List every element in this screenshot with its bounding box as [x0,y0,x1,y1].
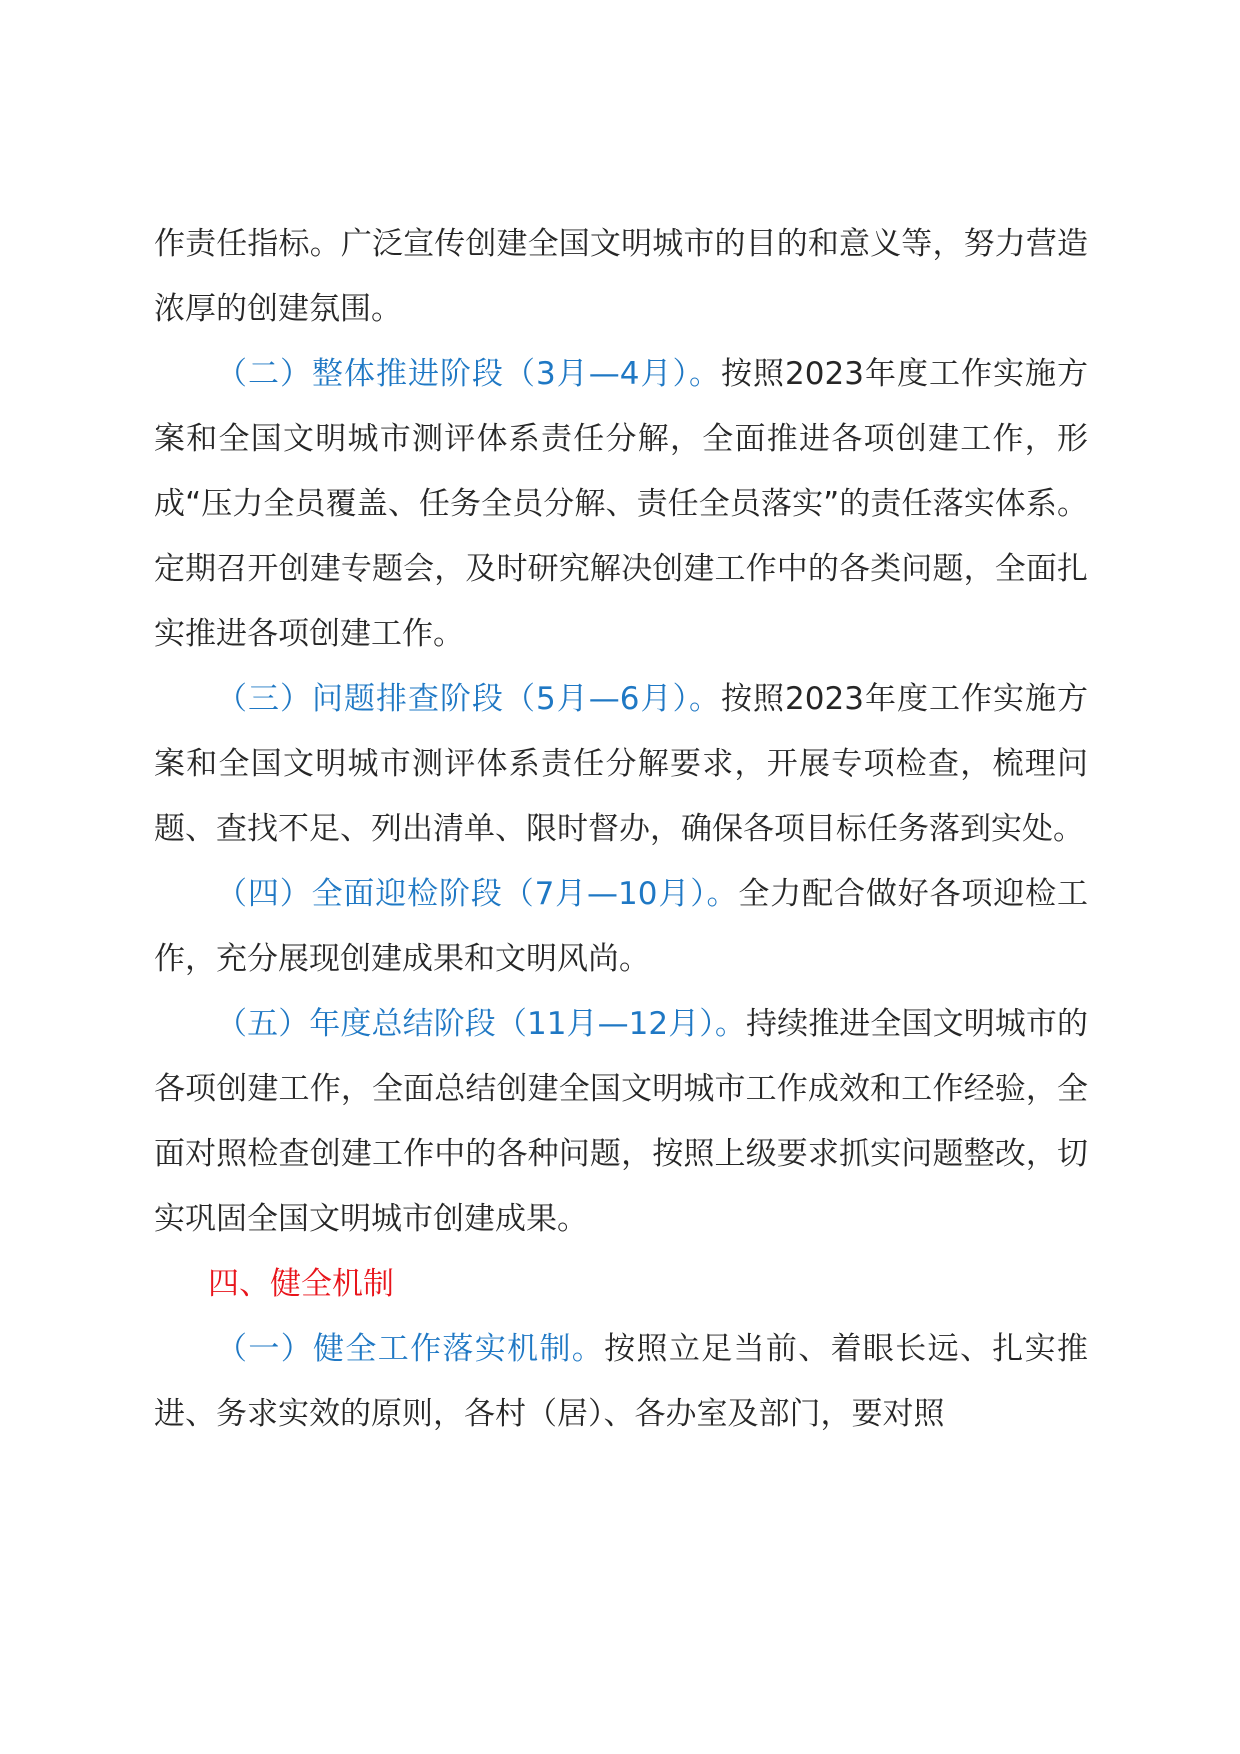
paragraph-body: 全力配合做好各项迎检工作，充分展现创建成果和文明风尚。 [154,876,1089,977]
paragraph-stage-3 [154,667,1088,862]
paragraph-mechanism-1 [154,1317,1088,1447]
paragraph-heading: （三）问题排查阶段（5月—6月）。 [216,681,722,717]
paragraph-continuation [154,212,1088,342]
section-heading: 四、健全机制 [208,1266,394,1302]
paragraph-heading: （五）年度总结阶段（11月—12月）。 [216,1006,746,1042]
paragraph-body: 作责任指标。广泛宣传创建全国文明城市的目的和意义等，努力营造浓厚的创建氛围。 [154,226,1088,327]
paragraph-body: 按照立足当前、着眼长远、扎实推进、务求实效的原则，各村（居）、各办室及部门，要对照 [154,1331,1089,1432]
document-page [154,212,1088,1447]
paragraph-heading: （四）全面迎检阶段（7月—10月）。 [216,876,739,912]
paragraph-body: 按照2023年度工作实施方案和全国文明城市测评体系责任分解，全面推进各项创建工作，形成“压力全员覆盖、任务全员分解、责任全员落实”的责任落实体系。定期召开创建专题会，及时研究解决创建工作中的各类问题，全面扎实推进各项创建工作。 [154,356,1088,652]
paragraph-stage-5 [154,992,1088,1252]
paragraph-heading: （二）整体推进阶段（3月—4月）。 [216,356,722,392]
paragraph-body: 按照2023年度工作实施方案和全国文明城市测评体系责任分解要求，开展专项检查，梳理问题、查找不足、列出清单、限时督办，确保各项目标任务落到实处。 [154,681,1088,847]
paragraph-heading: （一）健全工作落实机制。 [216,1331,605,1367]
paragraph-stage-2 [154,342,1088,667]
paragraph-body: 持续推进全国文明城市的各项创建工作，全面总结创建全国文明城市工作成效和工作经验，全面对照检查创建工作中的各种问题，按照上级要求抓实问题整改，切实巩固全国文明城市创建成果。 [154,1006,1088,1237]
paragraph-stage-4 [154,862,1088,992]
